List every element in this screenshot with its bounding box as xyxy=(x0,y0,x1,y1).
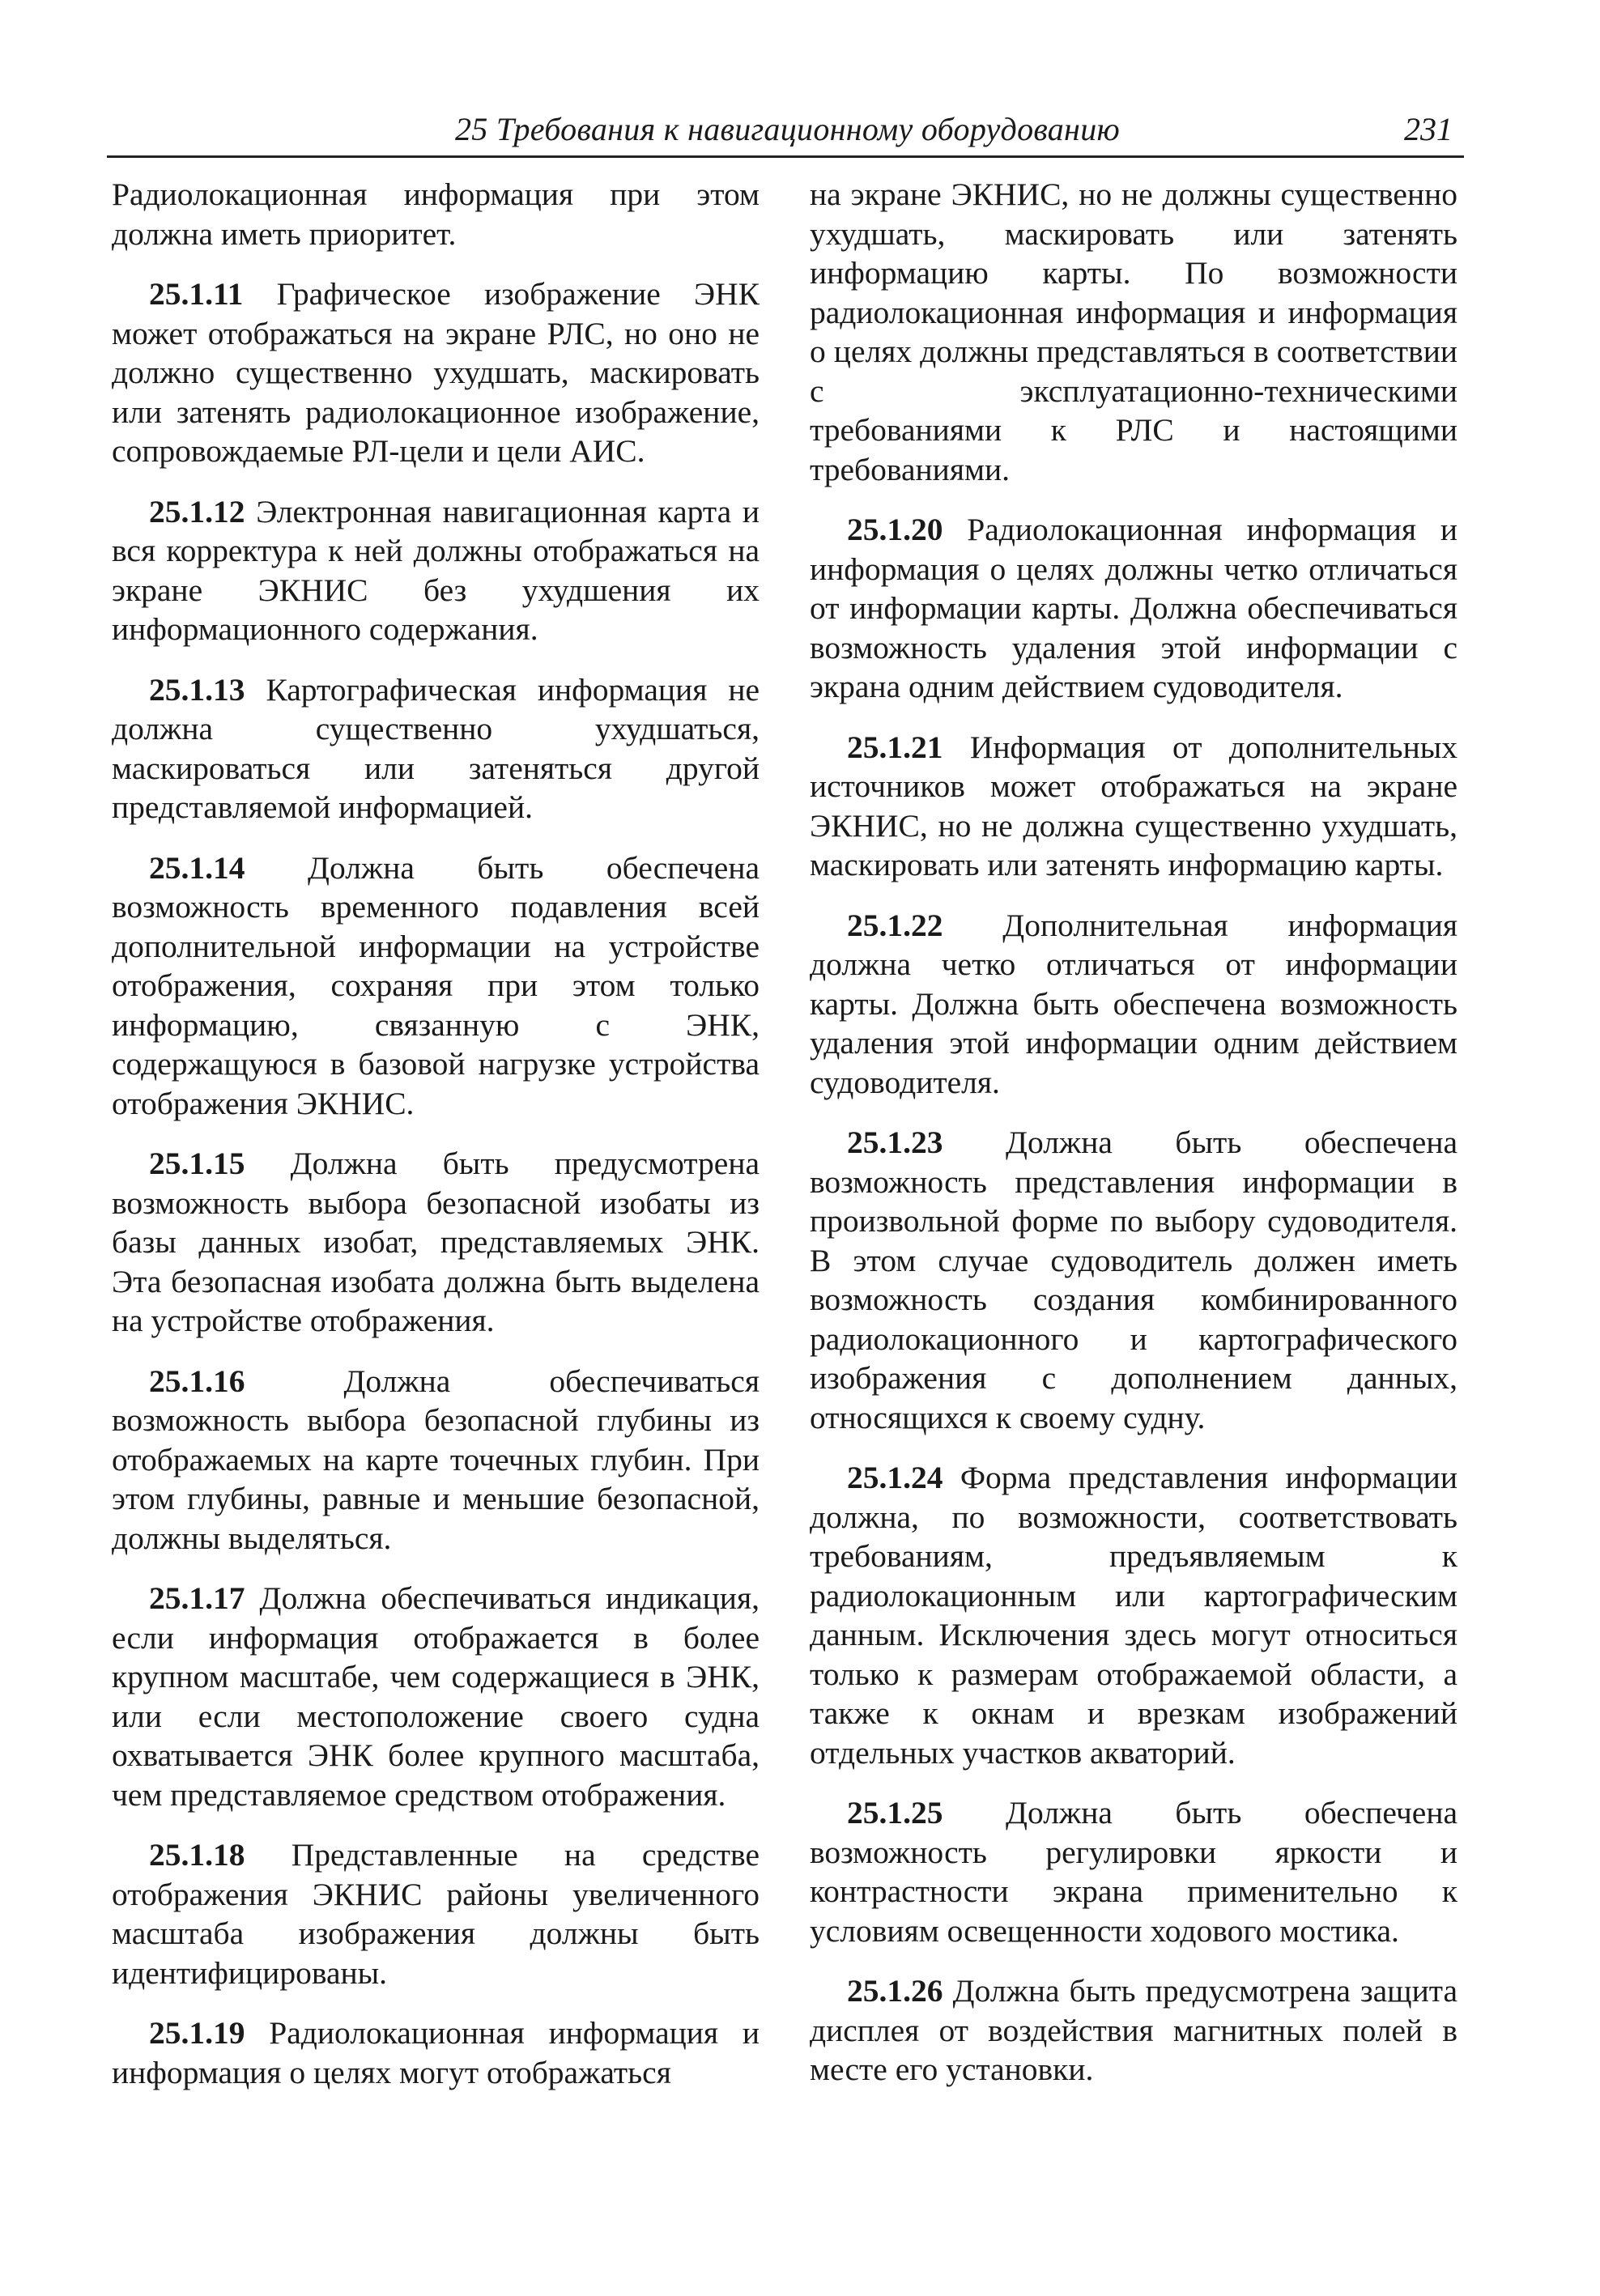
paragraph-text: Графическое изображение ЭНК может отображаться на экране РЛС, но оно не должно существенно ухудшать, маскировать или затенять радиолокационное изображение, сопровождаемые РЛ-цели и цели АИС. xyxy=(112,276,760,469)
paragraph xyxy=(112,1835,760,1992)
paragraph-text: Радиолокационная информация и информация о целях должны четко отличаться от информации карты. Должна обеспечиваться возможность удаления этой информации с экрана одним действием судоводителя. xyxy=(810,512,1457,704)
paragraph xyxy=(112,492,760,649)
paragraph-text: на экране ЭКНИС, но не должны существенно ухудшать, маскировать или затенять информацию карты. По возможности радиолокационная информация и информация о целях должны представляться в соответствии с эксплуатационно-техническими требованиями к РЛС и настоящими требованиями. xyxy=(810,176,1457,487)
paragraph-number: 25.1.23 xyxy=(847,1125,943,1160)
paragraph-number: 25.1.24 xyxy=(847,1460,943,1495)
paragraph-number: 25.1.14 xyxy=(149,849,245,886)
paragraph xyxy=(810,1458,1457,1772)
paragraph xyxy=(810,728,1457,885)
paragraph-text: Дополнительная информация должна четко отличаться от информации карты. Должна быть обеспечена возможность удаления этой информации одним действием судоводителя. xyxy=(810,907,1457,1100)
paragraph-number: 25.1.11 xyxy=(149,276,244,312)
paragraph xyxy=(810,175,1457,489)
paragraph-text: Информация от дополнительных источников может отображаться на экране ЭКНИС, но не должна существенно ухудшать, маскировать или затенять информацию карты. xyxy=(810,729,1457,882)
page-header xyxy=(107,104,1464,158)
paragraph-text: Радиолокационная информация и информация о целях могут отображаться xyxy=(112,2015,760,2090)
paragraph-number: 25.1.22 xyxy=(847,907,943,943)
paragraph-number: 25.1.15 xyxy=(149,1146,245,1181)
paragraph xyxy=(810,1123,1457,1437)
paragraph xyxy=(112,848,760,1124)
paragraph-number: 25.1.17 xyxy=(149,1580,245,1616)
paragraph-text: Представленные на средстве отображения ЭКНИС районы увеличенного масштаба изображения должны быть идентифицированы. xyxy=(112,1837,760,1991)
paragraph xyxy=(810,906,1457,1103)
paragraph-number: 25.1.26 xyxy=(847,1973,943,2009)
paragraph-text: Электронная навигационная карта и вся корректура к ней должны отображаться на экране ЭКНИС без ухудшения их информационного содержания. xyxy=(112,493,760,647)
paragraph-text: Должна быть обеспечена возможность представления информации в произвольной форме по выбору судоводителя. В этом случае судоводитель должен иметь возможность создания комбинированного радиолокационного и картографического изображения с дополнением данных, относящихся к своему судну. xyxy=(810,1125,1457,1435)
paragraph-number: 25.1.18 xyxy=(149,1837,245,1873)
paragraph-text: Должна быть предусмотрена защита дисплея от воздействия магнитных полей в месте его установки. xyxy=(810,1973,1457,2087)
paragraph-number: 25.1.16 xyxy=(149,1363,245,1399)
running-title: 25 Требования к навигационному оборудованию xyxy=(455,111,1121,147)
paragraph xyxy=(112,1362,760,1558)
right-column xyxy=(810,175,1457,2111)
paragraph xyxy=(112,670,760,827)
paragraph xyxy=(112,1579,760,1814)
paragraph-number: 25.1.13 xyxy=(149,671,245,708)
paragraph-text: Картографическая информация не должна существенно ухудшаться, маскироваться или затеняться другой представляемой информацией. xyxy=(112,671,760,825)
paragraph-text: Должна обеспечиваться индикация, если информация отображается в более крупном масштабе, чем содержащиеся в ЭНК, или если местоположение своего судна охватывается ЭНК более крупного масштаба, чем представляемое средством отображения. xyxy=(112,1580,760,1813)
paragraph xyxy=(112,2013,760,2092)
paragraph xyxy=(810,1971,1457,2090)
paragraph-number: 25.1.20 xyxy=(847,512,943,547)
paragraph xyxy=(112,1144,760,1341)
paragraph xyxy=(112,274,760,471)
paragraph-number: 25.1.12 xyxy=(149,493,245,529)
paragraph-number: 25.1.19 xyxy=(149,2015,245,2051)
paragraph-text: Форма представления информации должна, по возможности, соответствовать требованиям, предъявляемым к радиолокационным или картографическим данным. Исключения здесь могут относиться только к размерам отображаемой области, а также к окнам и врезкам изображений отдельных участков акваторий. xyxy=(810,1460,1457,1771)
left-column xyxy=(112,175,760,2113)
paragraph-text: Должна быть обеспечена возможность временного подавления всей дополнительной информации на устройстве отображения, сохраняя при этом только информацию, связанную с ЭНК, содержащуюся в базовой нагрузке устройства отображения ЭКНИС. xyxy=(112,849,760,1121)
paragraph xyxy=(112,175,760,253)
paragraph-number: 25.1.25 xyxy=(847,1795,943,1830)
paragraph-text: Должна обеспечиваться возможность выбора безопасной глубины из отображаемых на карте точечных глубин. При этом глубины, равные и меньшие безопасной, должны выделяться. xyxy=(112,1363,760,1556)
paragraph-text: Радиолокационная информация при этом должна иметь приоритет. xyxy=(112,176,760,252)
paragraph-text: Должна быть предусмотрена возможность выбора безопасной изобаты из базы данных изобат, представляемых ЭНК. Эта безопасная изобата должна быть выделена на устройстве отображения. xyxy=(112,1146,760,1338)
paragraph xyxy=(810,1793,1457,1950)
paragraph-text: Должна быть обеспечена возможность регулировки яркости и контрастности экрана применительно к условиям освещенности ходового мостика. xyxy=(810,1795,1457,1949)
page-number: 231 xyxy=(1404,111,1453,147)
paragraph xyxy=(810,510,1457,707)
paragraph-number: 25.1.21 xyxy=(847,729,943,765)
